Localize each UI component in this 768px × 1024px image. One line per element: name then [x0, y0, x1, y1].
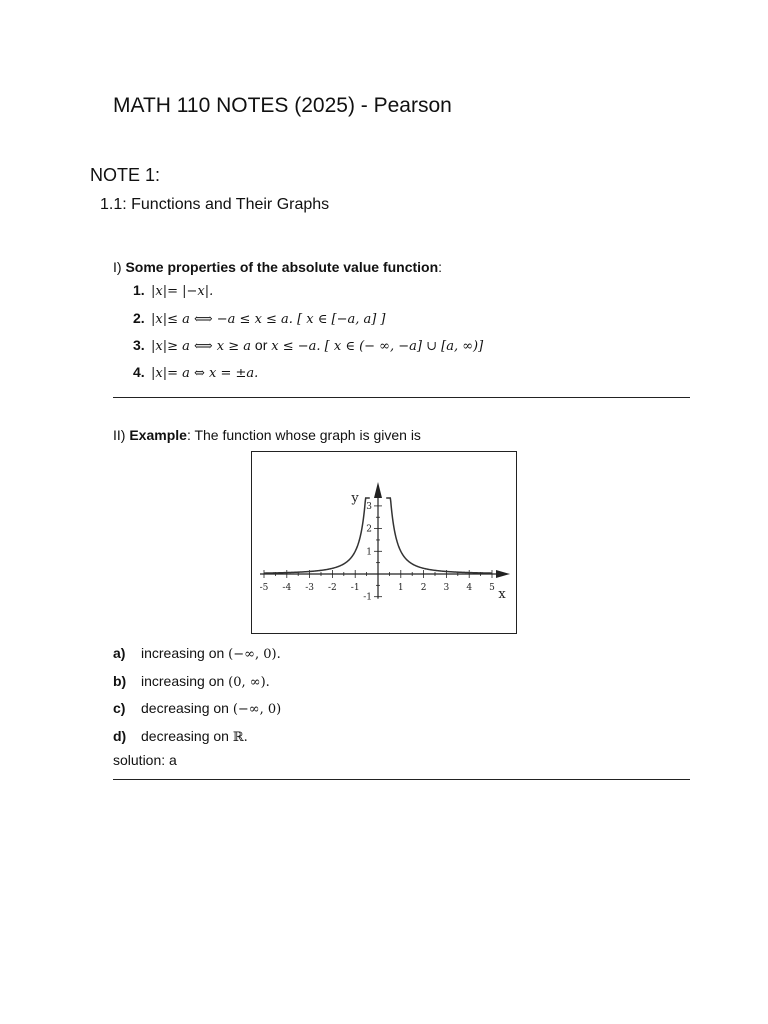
option-c [113, 700, 281, 717]
part2-text: : The function whose graph is given is [186, 427, 421, 443]
property-formula: |x|≤ a ⟺ −a ≤ x ≤ a. [ x ∈ [−a, a] ] [151, 312, 386, 327]
solution-text: solution: a [113, 752, 177, 768]
option-text: decreasing on [141, 728, 233, 744]
option-math: (−∞, 0) [232, 702, 282, 717]
option-math: ℝ. [232, 730, 248, 745]
property-number: 4. [133, 364, 145, 380]
property-number: 1. [133, 282, 145, 298]
option-label: a) [113, 645, 126, 661]
option-b [113, 673, 270, 690]
part1-prefix: I) [113, 259, 126, 275]
part2-prefix: II) [113, 427, 130, 443]
part1-suffix: : [438, 259, 443, 275]
divider-1 [113, 397, 690, 398]
x-tick-label: 1 [397, 583, 404, 593]
property-formula: |x|= a ⇔ x = ±a. [151, 366, 259, 381]
x-tick-label: -1 [350, 583, 360, 593]
divider-2 [113, 779, 690, 780]
x-axis-arrow [496, 570, 510, 578]
property-item-4 [133, 364, 258, 381]
property-formula-b: x ≤ −a. [ x ∈ (− ∞, −a] ∪ [a, ∞)] [271, 339, 484, 354]
option-label: c) [113, 700, 126, 716]
y-axis-arrow [374, 482, 382, 498]
option-d [113, 728, 248, 745]
function-graph [252, 452, 516, 633]
x-axis-label: x [498, 587, 506, 602]
x-tick-label: 4 [466, 583, 473, 593]
property-number: 3. [133, 337, 145, 353]
x-tick-label: 3 [443, 583, 450, 593]
page-title: MATH 110 NOTES (2025) - Pearson [113, 94, 452, 117]
option-text: increasing on [141, 645, 229, 661]
function-curve-branch [264, 498, 370, 573]
option-text: increasing on [141, 673, 229, 689]
option-label: d) [113, 728, 127, 744]
x-tick-label: -4 [282, 583, 292, 593]
option-math: (−∞, 0). [228, 647, 281, 662]
option-a [113, 645, 281, 662]
x-tick-label: -3 [305, 583, 314, 593]
part1-heading-text: Some properties of the absolute value function [125, 259, 439, 275]
property-formula: |x|= |−x|. [151, 284, 214, 299]
property-number: 2. [133, 310, 145, 326]
y-tick-label: -1 [363, 592, 372, 603]
y-axis-label: y [351, 491, 359, 506]
property-item-2 [133, 310, 386, 327]
y-tick-label: 3 [366, 501, 372, 512]
note-heading: NOTE 1: [90, 165, 161, 185]
graph-figure [251, 451, 517, 634]
option-text: decreasing on [141, 700, 233, 716]
option-math: (0, ∞). [228, 675, 270, 690]
property-connective: or [251, 337, 272, 353]
part2-heading-text: Example [129, 427, 187, 443]
function-curve-branch [386, 498, 492, 573]
section-heading: 1.1: Functions and Their Graphs [100, 196, 330, 213]
x-tick-label: 5 [489, 583, 495, 593]
property-formula-a: |x|≥ a ⟺ x ≥ a [151, 339, 252, 354]
option-label: b) [113, 673, 127, 689]
x-tick-label: -2 [328, 583, 337, 593]
property-item-3 [133, 337, 483, 354]
x-tick-label: 2 [420, 583, 427, 593]
x-tick-label: -5 [259, 583, 269, 593]
y-tick-label: 1 [366, 547, 372, 558]
part1-heading [113, 259, 442, 275]
property-item-1 [133, 282, 213, 299]
part2-heading [113, 427, 421, 443]
y-tick-label: 2 [366, 524, 372, 535]
